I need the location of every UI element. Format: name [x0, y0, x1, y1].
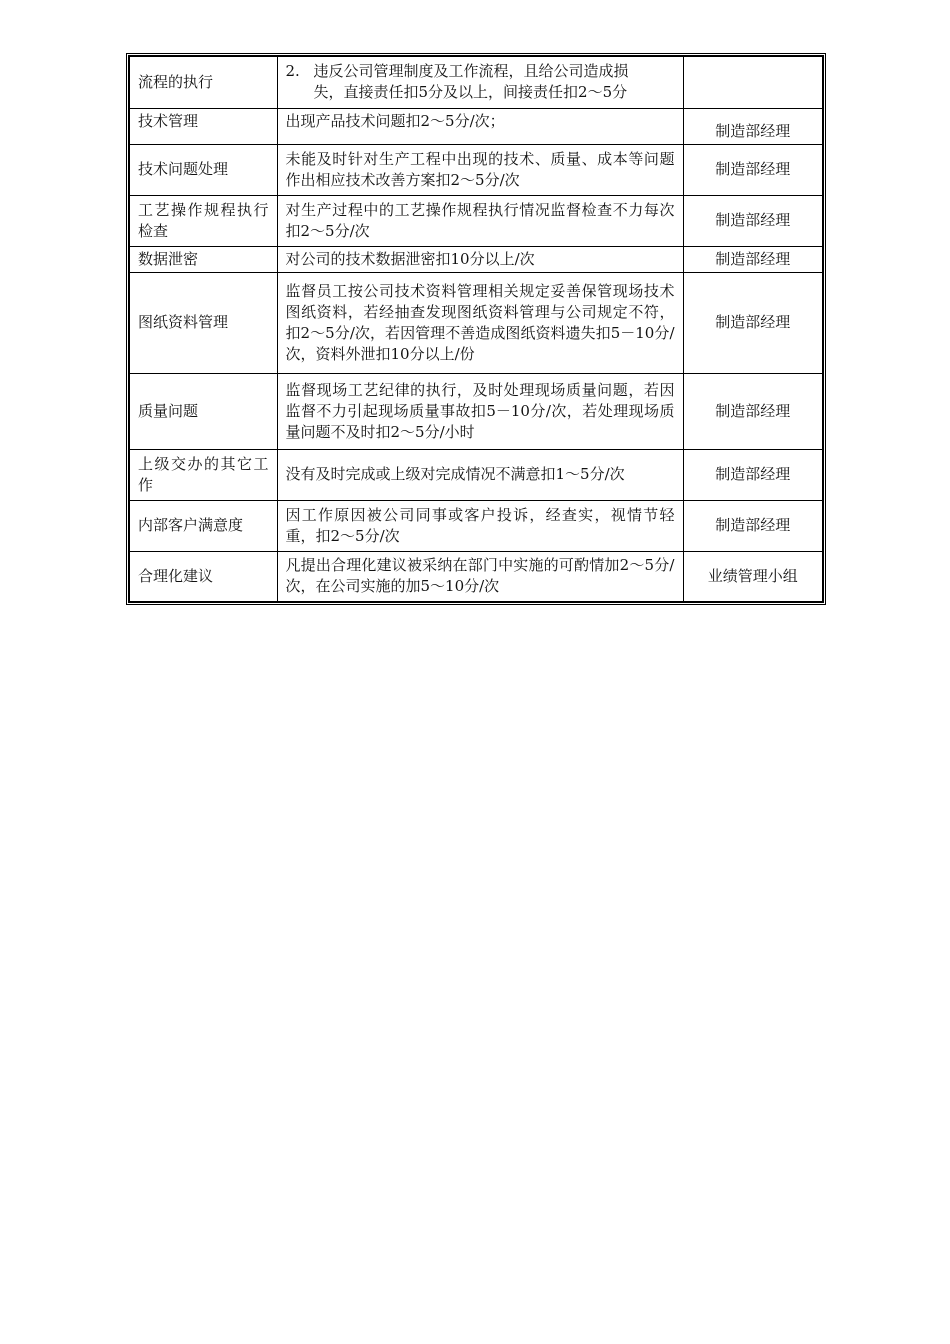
rule-cell: 监督员工按公司技术资料管理相关规定妥善保管现场技术图纸资料，若经抽查发现图纸资料管理与公司规定不符，扣2～5分/次，若因管理不善造成图纸资料遗失扣5－10分/次，资料外泄扣10分以上/份: [277, 272, 683, 373]
owner-cell: 制造部经理: [683, 500, 823, 551]
rule-cell: 未能及时针对生产工程中出现的技术、质量、成本等问题作出相应技术改善方案扣2～5分/次: [277, 144, 683, 195]
rule-cell: 出现产品技术问题扣2～5分/次；: [277, 108, 683, 144]
table-row: [129, 373, 823, 449]
rule-text-continuation: 失，直接责任扣5分及以上，间接责任扣2～5分: [313, 83, 628, 102]
rule-cell: 对公司的技术数据泄密扣10分以上/次: [277, 246, 683, 272]
owner-cell: [683, 56, 823, 108]
owner-cell: 业绩管理小组: [683, 551, 823, 602]
item-cell: 上级交办的其它工作: [129, 449, 277, 500]
table-row: [129, 195, 823, 246]
item-cell: 数据泄密: [129, 246, 277, 272]
table-row: [129, 144, 823, 195]
rule-text-first-line: 违反公司管理制度及工作流程，且给公司造成损: [313, 62, 629, 81]
owner-cell: 制造部经理: [683, 144, 823, 195]
rule-cell: [277, 56, 683, 108]
item-cell: 质量问题: [129, 373, 277, 449]
table-row: [129, 108, 823, 144]
owner-text: 制造部经理: [715, 121, 791, 140]
rule-cell: 凡提出合理化建议被采纳在部门中实施的可酌情加2～5分/次，在公司实施的加5～10分/次: [277, 551, 683, 602]
table-row: [129, 500, 823, 551]
item-cell: 技术问题处理: [129, 144, 277, 195]
table-row: [129, 56, 823, 108]
owner-cell: [683, 108, 823, 144]
item-cell: 工艺操作规程执行检查: [129, 195, 277, 246]
owner-cell: 制造部经理: [683, 449, 823, 500]
table-row: [129, 551, 823, 602]
rule-cell: 没有及时完成或上级对完成情况不满意扣1～5分/次: [277, 449, 683, 500]
owner-cell: 制造部经理: [683, 246, 823, 272]
item-cell: 图纸资料管理: [129, 272, 277, 373]
rule-cell: 监督现场工艺纪律的执行，及时处理现场质量问题，若因监督不力引起现场质量事故扣5－10分/次，若处理现场质量问题不及时扣2～5分/小时: [277, 373, 683, 449]
table-row: [129, 272, 823, 373]
rule-cell: 因工作原因被公司同事或客户投诉，经查实，视情节轻重，扣2～5分/次: [277, 500, 683, 551]
item-cell: 合理化建议: [129, 551, 277, 602]
rule-cell: 对生产过程中的工艺操作规程执行情况监督检查不力每次扣2～5分/次: [277, 195, 683, 246]
table-row: [129, 246, 823, 272]
table-row: [129, 449, 823, 500]
item-cell: 流程的执行: [129, 56, 277, 108]
owner-cell: 制造部经理: [683, 272, 823, 373]
owner-cell: 制造部经理: [683, 373, 823, 449]
assessment-table: [128, 55, 824, 603]
item-cell: 内部客户满意度: [129, 500, 277, 551]
item-cell: 技术管理: [129, 108, 277, 144]
rule-number: 2.: [285, 62, 300, 81]
owner-cell: 制造部经理: [683, 195, 823, 246]
